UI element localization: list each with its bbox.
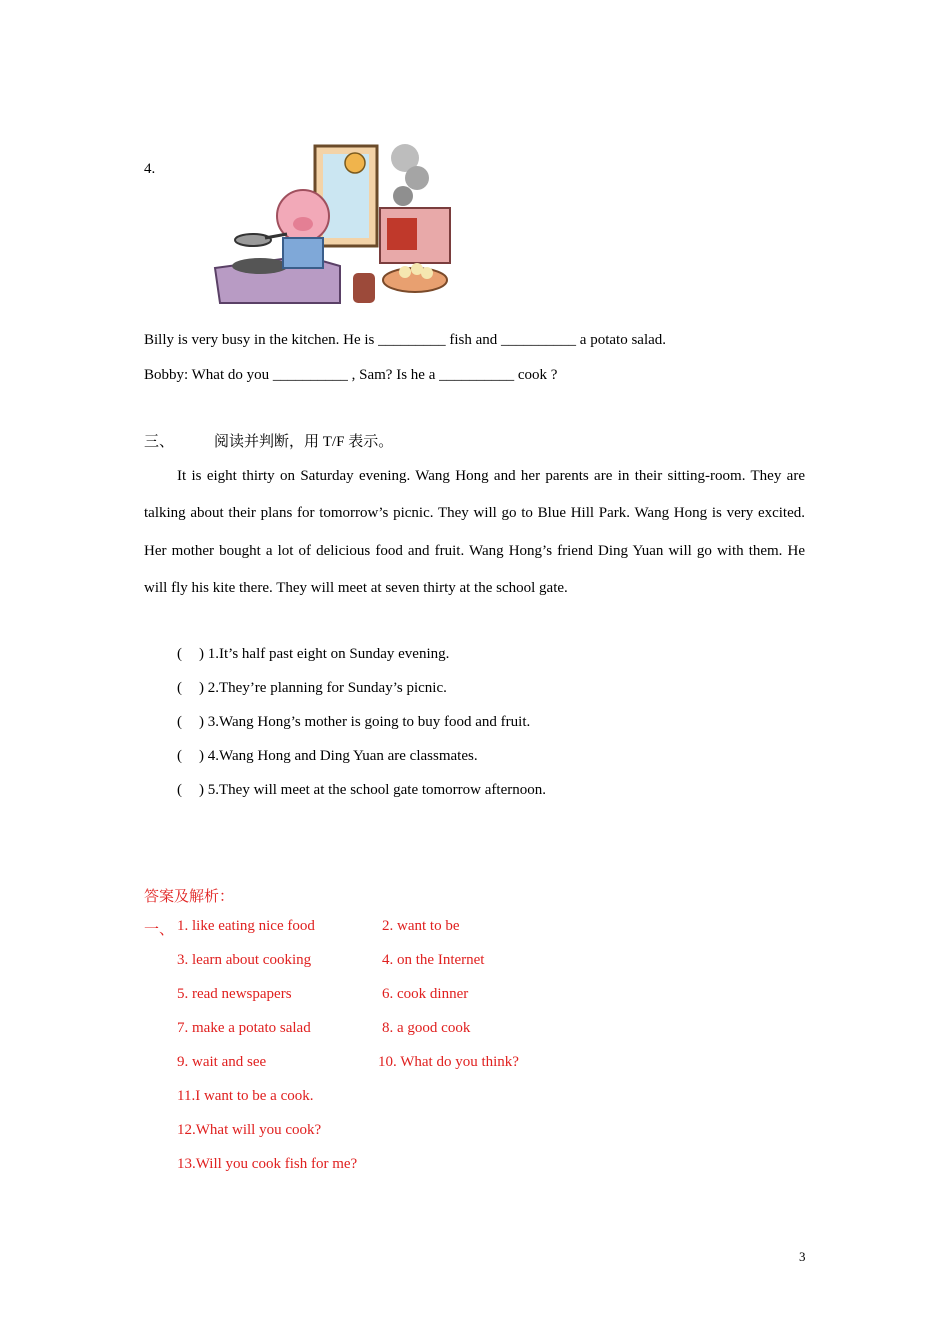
answer-item: 2. want to be (382, 918, 460, 934)
section3-instruction: 阅读并判断，用 T/F 表示。 (214, 434, 394, 450)
answer-item: 3. learn about cooking (177, 952, 312, 968)
answer-item: 11.I want to be a cook. (177, 1088, 314, 1104)
tf-item (177, 714, 530, 731)
answer-item: 1. like eating nice food (177, 918, 315, 934)
question-number: 4. (144, 161, 156, 177)
tf-item (177, 680, 447, 697)
tf-item (177, 748, 478, 765)
answer-item: 5. read newspapers (177, 986, 292, 1002)
answer-item: 13.Will you cook fish for me? (177, 1156, 358, 1172)
reading-passage: It is eight thirty on Saturday evening. Wang Hong and her parents are in their sitting-room. They are talking about their plans for tomorrow’s picnic. They will go to Blue Hill Park. Wang Hong is very excited. Her mother bought a lot of delicious food and fruit. Wang Hong’s friend Ding Yuan will go with them. He will fly his kite there. They will meet at seven thirty at the school gate. (144, 468, 805, 597)
answer-item: 12.What will you cook? (177, 1122, 322, 1138)
answer-item: 10. What do you think? (378, 1054, 519, 1070)
answer-paren: ( (177, 748, 182, 764)
tf-item-text: ) 5.They will meet at the school gate tomorrow afternoon. (199, 782, 546, 798)
answer-paren: ( (177, 680, 182, 696)
tf-item-text: ) 2.They’re planning for Sunday’s picnic. (199, 680, 447, 696)
answer-item: 8. a good cook (382, 1020, 471, 1036)
tf-item (177, 782, 546, 799)
answer-item: 7. make a potato salad (177, 1020, 311, 1036)
answer-paren: ( (177, 782, 182, 798)
answers-title: 答案及解析： (144, 889, 235, 905)
tf-item (177, 646, 449, 663)
section3-label: 三、 (144, 434, 175, 450)
tf-item-text: ) 3.Wang Hong’s mother is going to buy food and fruit. (199, 714, 531, 730)
kitchen-illustration (205, 138, 468, 310)
tf-item-text: ) 4.Wang Hong and Ding Yuan are classmates. (199, 748, 478, 764)
answer-item: 6. cook dinner (382, 986, 469, 1002)
question4-line1: Billy is very busy in the kitchen. He is _________ fish and __________ a potato salad. (144, 332, 667, 348)
answer-paren: ( (177, 646, 182, 662)
section3-heading (144, 430, 393, 451)
answer-item: 9. wait and see (177, 1054, 267, 1070)
tf-item-text: ) 1.It’s half past eight on Sunday evening. (199, 646, 450, 662)
answer-item: 4. on the Internet (382, 952, 485, 968)
page-number: 3 (799, 1249, 806, 1264)
answer-paren: ( (177, 714, 182, 730)
answers-section1-label: 一、 (144, 922, 175, 938)
question4-line2: Bobby: What do you __________ , Sam? Is he a __________ cook ? (144, 367, 558, 383)
